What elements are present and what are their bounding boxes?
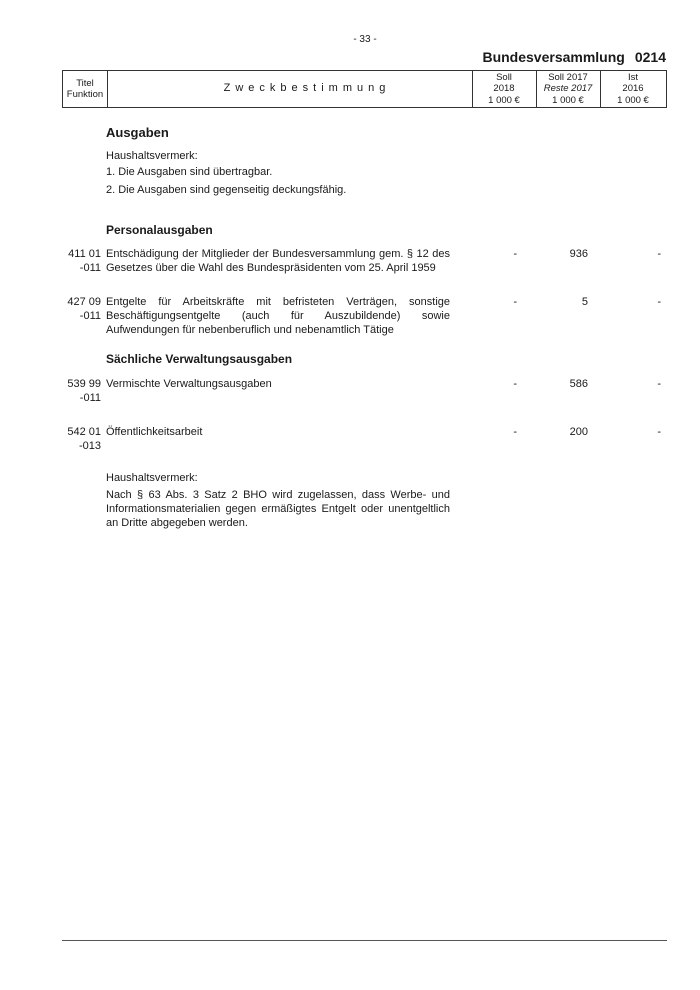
funktion-number: -013 — [78, 440, 101, 452]
header-soll-label: Soll — [496, 71, 512, 83]
header-soll-unit: 1 000 € — [488, 94, 520, 106]
titel-number: 427 09 — [67, 296, 101, 308]
vermerk-label: Haushaltsvermerk: — [106, 472, 198, 484]
vermerk-text: Nach § 63 Abs. 3 Satz 2 BHO wird zugelassen, dass Werbe- und Informationsmaterialien gegen ermäßigtes Entgelt oder unentgeltlich an Dritte abgegeben werden. — [106, 489, 450, 529]
header-titel-label: Titel — [76, 77, 94, 89]
value-ist-2016: - — [657, 378, 661, 390]
page-number: - 33 - — [353, 34, 377, 45]
value-soll-2017: 5 — [581, 296, 588, 308]
value-soll-2017: 200 — [569, 426, 588, 438]
section-code: 0214 — [634, 49, 666, 65]
footer-divider — [62, 940, 667, 941]
row-text: Vermischte Verwaltungsausgaben — [106, 378, 272, 390]
funktion-number: -011 — [79, 262, 101, 274]
value-soll-2017: 936 — [569, 248, 588, 260]
value-soll-2018: - — [513, 426, 517, 438]
header-ist-year: 2016 — [622, 83, 644, 95]
value-ist-2016: - — [657, 426, 661, 438]
titel-number: 542 01 — [67, 426, 101, 438]
header-ist-unit: 1 000 € — [617, 94, 649, 106]
row-text: Entgelte für Arbeitskräfte mit befristeten Verträgen, sonstige Beschäftigungsentgelte (auch für Auszubildende) sowie Aufwendungen für nebenberuflich und nebenamtlich Tätige — [106, 296, 450, 336]
value-soll-2018: - — [513, 248, 517, 260]
funktion-number: -011 — [79, 392, 101, 404]
header-soll2017-label: Soll 2017 — [548, 71, 588, 83]
row-text: Öffentlichkeitsarbeit — [106, 426, 203, 438]
value-ist-2016: - — [657, 248, 661, 260]
vermerk-label: Haushaltsvermerk: — [106, 150, 198, 162]
heading-personalausgaben: Personalausgaben — [106, 223, 213, 237]
titel-number: 539 99 — [67, 378, 101, 390]
value-soll-2017: 586 — [569, 378, 588, 390]
header-titel-funktion — [63, 71, 107, 107]
header-ist-label: Ist — [627, 71, 639, 83]
header-soll-2017 — [536, 71, 600, 107]
header-funktion-label: Funktion — [66, 89, 104, 100]
column-header — [62, 70, 667, 108]
section-name: Bundesversammlung — [482, 49, 625, 65]
value-soll-2018: - — [513, 296, 517, 308]
value-ist-2016: - — [657, 296, 661, 308]
section-title — [482, 50, 666, 64]
header-zweckbestimmung: Zweckbestimmung — [223, 82, 391, 95]
value-soll-2018: - — [513, 378, 517, 390]
row-text: Entschädigung der Mitglieder der Bundesversammlung gem. § 12 des Gesetzes über die Wahl des Bundespräsidenten vom 25. April 1959 — [106, 248, 450, 274]
heading-ausgaben: Ausgaben — [106, 125, 169, 140]
funktion-number: -011 — [79, 310, 101, 322]
vermerk-item: 2. Die Ausgaben sind gegenseitig deckungsfähig. — [106, 184, 347, 196]
header-soll-year: 2018 — [493, 83, 515, 95]
titel-number: 411 01 — [68, 248, 101, 260]
heading-saechliche-verwaltungsausgaben: Sächliche Verwaltungsausgaben — [106, 352, 293, 366]
header-ist-2016 — [600, 71, 666, 107]
header-soll-2018 — [472, 71, 536, 107]
header-reste-label: Reste 2017 — [543, 83, 593, 95]
vermerk-item: 1. Die Ausgaben sind übertragbar. — [106, 166, 273, 178]
header-soll2017-unit: 1 000 € — [552, 94, 584, 106]
